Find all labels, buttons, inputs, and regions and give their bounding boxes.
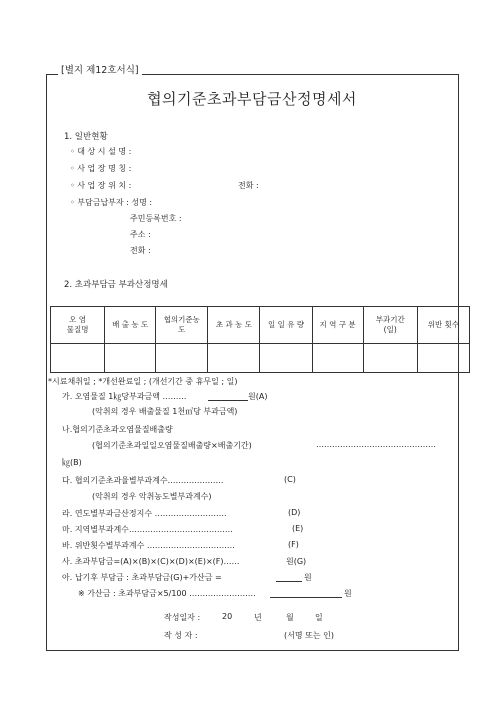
table-cell[interactable] [312,344,363,373]
header-cell-violations: 위반 횟수 [417,307,469,344]
business-phone-label: 전화 : [238,181,259,190]
facility-name-label: ◦ 대 상 시 설 명 : [70,147,132,156]
table-cell[interactable] [363,344,417,373]
header-cell-region-type: 지 역 구 분 [312,307,363,344]
item-gasan-blank[interactable] [270,597,342,598]
payer-id-label: 주민등록번호 : [130,214,182,223]
table-cell[interactable] [51,344,105,373]
header-cell-period: 부과기간 (일) [363,307,417,344]
table-cell[interactable] [105,344,156,373]
item-ga: 가. 오염물질 1㎏당부과금액 ……… [62,392,187,401]
item-da-note: (악취의 경우 악취농도별부과계수) [92,492,212,501]
table-cell[interactable] [260,344,312,373]
payer-phone-label: 전화 : [130,246,151,255]
item-ra: 라. 연도별부과금산정지수 ……………………… [62,509,227,518]
item-ba-code: (F) [288,540,299,549]
section1-heading: 1. 일반현황 [64,132,108,142]
item-da-code: (C) [284,475,296,484]
date-year-prefix: 20 [222,612,233,621]
date-day: 일 [315,613,323,622]
item-sa: 사. 초과부담금=(A)×(B)×(C)×(D)×(E)×(F)…… [62,557,240,566]
business-name-label: ◦ 사 업 장 명 칭 : [70,164,132,173]
seal-label: (서명 또는 인) [284,631,334,640]
dates-line: *시료채취일 ; *개선완료일 ; (개선기간 중 휴무일 ; 일) [48,377,238,386]
item-ma: 마. 지역별부과계수………………………………… [62,525,233,534]
business-location-label: ◦ 사 업 장 위 치 : [70,181,132,190]
header-cell-daily-flow: 일 일 유 량 [260,307,312,344]
item-ma-code: (E) [292,524,304,533]
assessment-table [50,306,470,373]
writer-label: 작 성 자 : [164,631,198,640]
item-sa-unit: 원(G) [286,557,307,566]
item-ga-blank[interactable] [208,400,248,401]
item-ga-unit: 원(A) [248,392,268,401]
item-a-blank[interactable] [276,581,302,582]
item-ga-note: (악취의 경우 배출물질 1천㎥당 부과금액) [92,407,238,416]
table-row [51,344,470,373]
table-cell[interactable] [208,344,260,373]
item-gasan-unit: 원 [344,589,352,598]
header-cell-standard-concentration: 협의기준농 도 [156,307,208,344]
date-month: 월 [286,613,294,622]
table-header-row [51,307,470,344]
item-na-dots: ……………………………………… [316,440,436,449]
date-year: 년 [254,613,262,622]
table-cell[interactable] [417,344,469,373]
item-ba: 바. 위반횟수별부과계수 …………………………… [62,541,235,550]
item-gasan: ※ 가산금 : 초과부담금×5/100 ……………………. [78,589,256,598]
section2-heading: 2. 초과부담금 부과산정명세 [64,280,168,290]
payer-address-label: 주소 : [130,230,151,239]
item-na-note: (협의기준초과일일오염물질배출량×배출기간) [92,441,252,450]
header-cell-pollutant: 오 염 물질명 [51,307,105,344]
item-da: 다. 협의기준초과율별부과계수………………… [62,476,224,485]
item-na-unit: ㎏(B) [62,458,82,467]
item-na: 나.협의기준초과오염물질배출량 [62,425,173,434]
page-title: 협의기준초과부담금산정명세서 [147,90,357,108]
item-ra-code: (D) [288,508,301,517]
date-label: 작성일자 : [164,613,201,622]
header-cell-emission-concentration: 배 출 농 도 [105,307,156,344]
header-cell-excess-concentration: 초 과 농 도 [208,307,260,344]
payer-name-label: ◦ 부담금납부자 : 성명 : [70,198,153,207]
form-tag: [별지 제12호서식] [58,62,142,76]
item-a-unit: 원 [304,573,312,582]
table-cell[interactable] [156,344,208,373]
item-a: 아. 납기후 부담금 : 초과부담금(G)+가산금 = [62,573,222,582]
